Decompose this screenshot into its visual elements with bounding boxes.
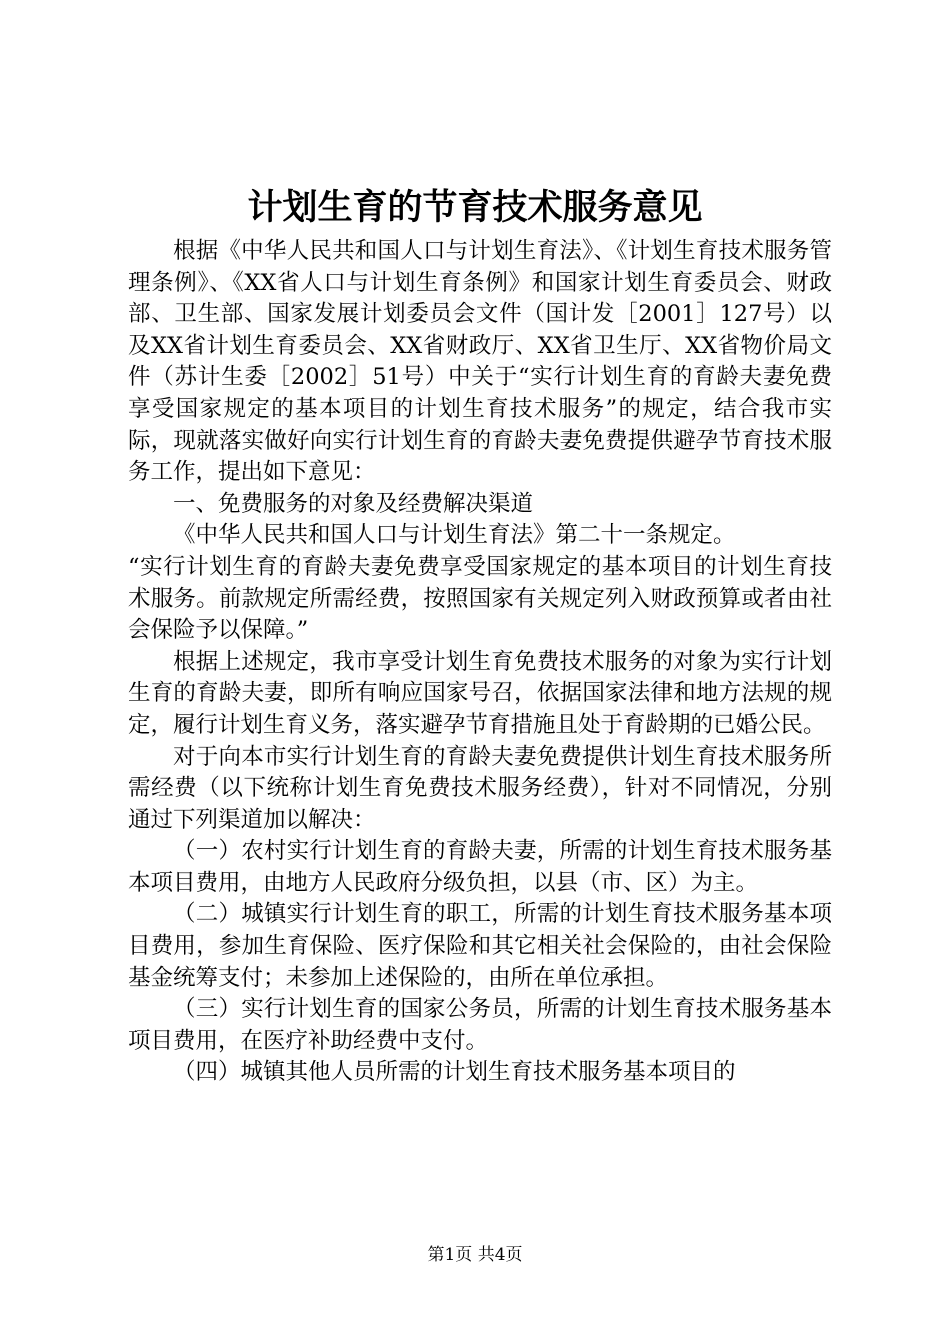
page-footer: 第1页 共4页 xyxy=(427,1245,523,1265)
paragraph-intro: 根据《中华人民共和国人口与计划生育法》、《计划生育技术服务管理条例》、《XX省人口与计划生育条例》和国家计划生育委员会、财政部、卫生部、国家发展计划委员会文件（国计发［2001］127号）以及XX省计划生育委员会、XX省财政厅、XX省卫生厅、XX省物价局文件（苏计生委［2002］51号）中关于“实行计划生育的育龄夫妻免费享受国家规定的基本项目的计划生育技术服务”的规定，结合我市实际，现就落实做好向实行计划生育的育龄夫妻免费提供避孕节育技术服务工作，提出如下意见： xyxy=(128,238,832,486)
section-heading-1: 一、免费服务的对象及经费解决渠道 xyxy=(173,490,534,517)
paragraph-law-quote: “实行计划生育的育龄夫妻免费享受国家规定的基本项目的计划生育技术服务。前款规定所需经费，按照国家有关规定列入财政预算或者由社会保险予以保障。” xyxy=(128,553,832,644)
document-title: 计划生育的节育技术服务意见 xyxy=(247,188,703,228)
document-body xyxy=(128,236,832,1089)
paragraph-law-citation: 《中华人民共和国人口与计划生育法》第二十一条规定。 xyxy=(173,522,736,549)
paragraph-item-2: （二）城镇实行计划生育的职工，所需的计划生育技术服务基本项目费用，参加生育保险、医疗保险和其它相关社会保险的，由社会保险基金统筹支付；未参加上述保险的，由所在单位承担。 xyxy=(128,901,832,991)
paragraph-item-1: （一）农村实行计划生育的育龄夫妻，所需的计划生育技术服务基本项目费用，由地方人民政府分级负担，以县（市、区）为主。 xyxy=(128,838,832,896)
paragraph-item-3: （三）实行计划生育的国家公务员，所需的计划生育技术服务基本项目费用，在医疗补助经费中支付。 xyxy=(128,996,832,1054)
paragraph-funding-channels: 对于向本市实行计划生育的育龄夫妻免费提供计划生育技术服务所需经费（以下统称计划生育免费技术服务经费），针对不同情况，分别通过下列渠道加以解决： xyxy=(128,743,832,833)
paragraph-item-4: （四）城镇其他人员所需的计划生育技术服务基本项目的 xyxy=(173,1059,736,1086)
paragraph-service-targets: 根据上述规定，我市享受计划生育免费技术服务的对象为实行计划生育的育龄夫妻，即所有响应国家号召，依据国家法律和地方法规的规定，履行计划生育义务，落实避孕节育措施且处于育龄期的已婚公民。 xyxy=(128,648,832,738)
